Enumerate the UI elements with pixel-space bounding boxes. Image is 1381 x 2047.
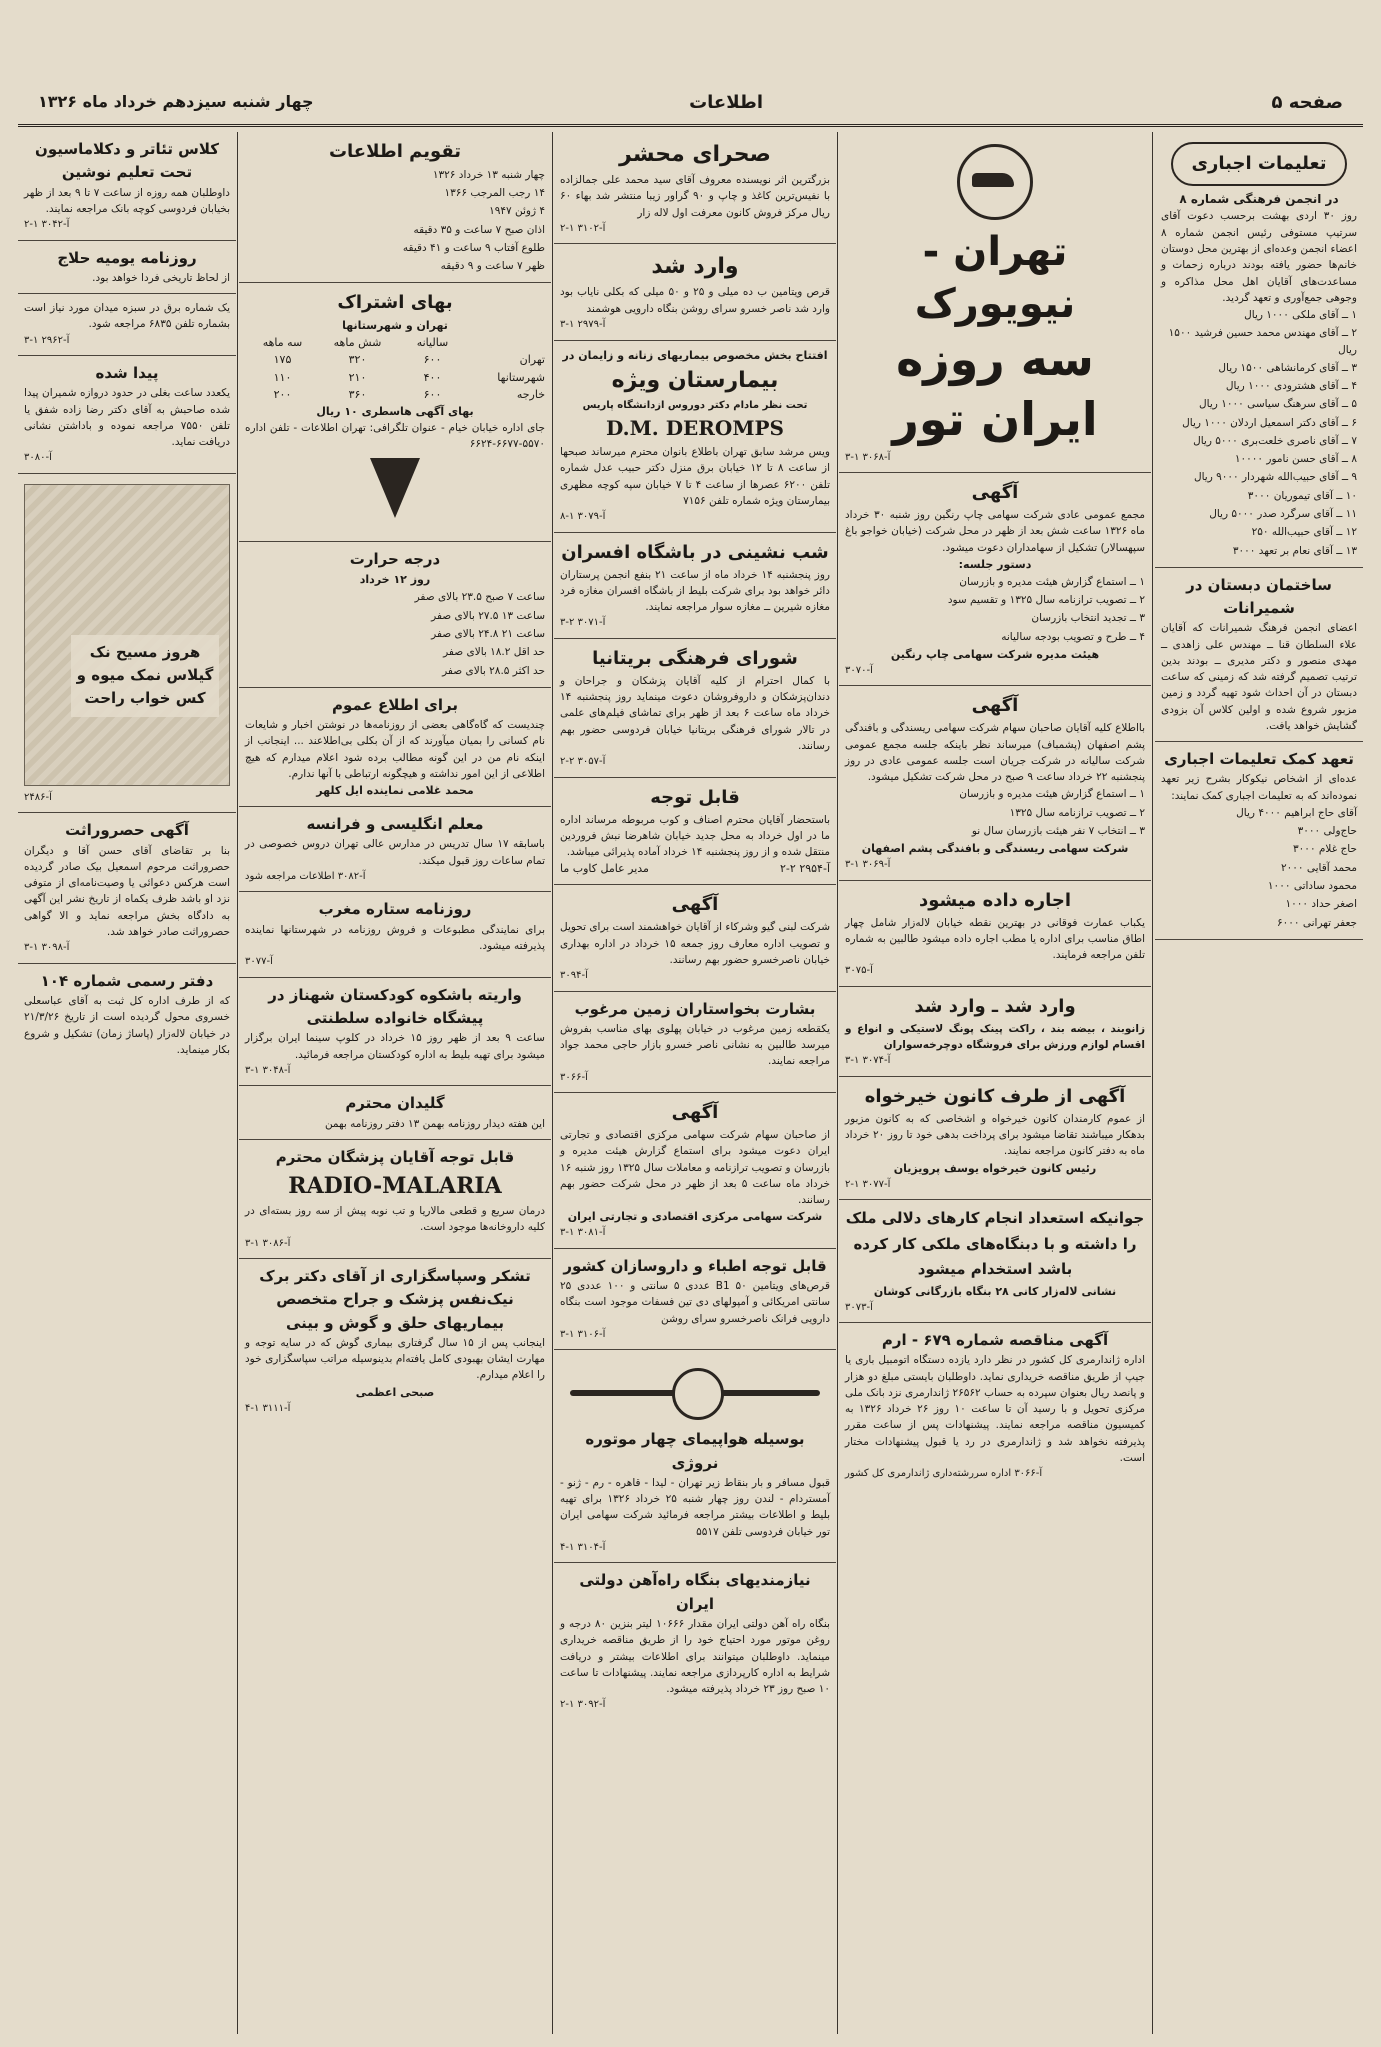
ad-code: آ-۳۰۸۶ ۱-۳ — [245, 1237, 291, 1249]
land-ad — [554, 992, 836, 1094]
ad-text: با کمال احترام از کلیه آقایان پزشکان و جراحان و دندان‌پزشکان و داروفروشان دعوت مینماید روز پنجشنبه ۱۴ خرداد ماه ساعت ۶ بعد از ظهر برای تماشای فیلم‌های علمی در تالار شورای فرهنگی بریتانیا خیابان فردوسی حضور بهم رسانند. — [560, 674, 830, 752]
ad-code: آ-۳۱۰۶ ۱-۳ — [560, 1328, 606, 1340]
ad-headline: آگهی حصروراثت — [65, 821, 189, 840]
illustration-caption: هروز مسیح نک گیلاس نمک میوه و کس خواب راحت — [71, 635, 219, 717]
temperature-subtitle: روز ۱۲ خرداد — [359, 573, 431, 587]
railway-ad — [554, 1563, 836, 1719]
table-cell: ۶۰۰ — [423, 353, 442, 367]
ad-text: از صاحبان سهام شرکت سهامی مرکزی اقتصادی و تجارتی ایران دعوت میشود برای استماع گزارش هیئت مدیره و بازرسان و تصویب ترازنامه و معاملات سال ۱۳۲۵ روز شنبه ۱۶ خرداد ماه ساعت ۵ بعد از ظهر در محل شرکت حضور بهم رسانند. — [560, 1128, 830, 1207]
table-row — [245, 351, 545, 368]
ad-text: یکباب عمارت فوقانی در بهترین نقطه خیابان لاله‌زار شامل چهار اطاق مناسب برای اداره یا مطب اجاره داده میشود طالبین به شماره تلفن مراجعه فرمایند. — [845, 916, 1145, 962]
calendar-list — [245, 166, 545, 276]
airline-logo-icon — [957, 144, 1033, 220]
agenda-list — [845, 785, 1145, 840]
list-item: محمد آقایی ۲۰۰۰ — [1280, 861, 1357, 874]
temperature-title: درجه حرارت — [349, 550, 441, 569]
ad-text: باسابقه ۱۷ سال تدریس در مدارس عالی تهران دروس خصوصی در تمام ساعات روز قبول میکند. — [245, 838, 545, 867]
table-cell: ۶۰۰ — [423, 387, 442, 401]
ad-text: این هفته دیدار روزنامه بهمن ۱۳ دفتر روزنامه بهمن — [324, 1117, 545, 1130]
ad-signature: صبحی اعظمی — [355, 1385, 435, 1399]
ad-headline: قابل توجه آقایان پزشگان محترم — [275, 1147, 515, 1166]
calendar-box — [239, 132, 551, 283]
hospital-ad — [554, 341, 836, 533]
list-item: ۵ ــ آقای سرهنگ سیاسی ۱۰۰۰ ریال — [1199, 398, 1357, 411]
winged-emblem-icon — [570, 1362, 820, 1422]
ad-code: آ-۳۰۶۸ ۱-۳ — [845, 451, 891, 463]
article-text: روز ۳۰ اردی بهشت برحسب دعوت آقای سرتیپ مستوفی رئیس انجمن شماره ۸ اعضاء انجمن وعده‌ای از بهترین محل دوستان خانم‌ها حضور یافته بودند درباره زحمات و مساعدت‌های آقایان اهل محل مذاکره و وجوهی جمع‌آوری و تعهد گردید. — [1161, 210, 1357, 304]
paper-name: اطلاعات — [689, 92, 763, 113]
table-cell: ۱۷۵ — [273, 353, 292, 367]
illustrated-ad — [18, 474, 236, 814]
notice-signature: محمد غلامی نماینده ایل کلهر — [316, 784, 474, 798]
book-ad — [554, 132, 836, 244]
list-item: حد اقل ۱۸.۲ بالای صفر — [443, 646, 545, 659]
list-item: ۴ ژوئن ۱۹۴۷ — [489, 205, 545, 218]
teacher-ad — [239, 807, 551, 892]
ad-latin-name: D.M. DEROMPS — [606, 416, 784, 441]
list-item: اصغر حداد ۱۰۰۰ — [1285, 898, 1357, 911]
ad-text: یکقطعه زمین مرغوب در خیابان پهلوی بهای مناسب بفروش میرسد طالبین به نشانی ناصر خسرو بازار حاجی محمد جواد مراجعه نمایند. — [560, 1022, 830, 1068]
ad-headline: آگهی — [671, 1102, 719, 1124]
ad-subtitle: تحت نظر مادام دکتر دوروس ازدانشگاه پاریس — [582, 399, 808, 411]
ad-headline: بشارت بخواستاران زمین مرغوب — [574, 999, 816, 1018]
ad-text: شرکت لبنی گیو وشرکاء از آقایان خواهشمند است برای تحویل و تصویب اداره معارف روز جمعه ۱۵ خرداد در اداره بهداری خیابان ناصرخسرو حضور بهم رسانند. — [560, 921, 830, 966]
list-item: ۴ ــ آقای هشترودی ۱۰۰۰ ریال — [1225, 380, 1357, 393]
list-item: ۱ ــ استماع گزارش هیئت مدیره و بازرسان — [959, 788, 1145, 801]
ad-headline: ایران تور — [892, 391, 1098, 446]
ad-headline: سه روزه — [896, 332, 1094, 386]
ad-headline: نیازمندیهای بنگاه راه‌آهن دولتی ایران — [579, 1571, 811, 1613]
list-item: ۳ ــ تجدید انتخاب بازرسان — [1031, 612, 1145, 625]
list-item: آقای حاج ابراهیم ۴۰۰۰ ریال — [1236, 806, 1357, 819]
kindergarten-ad — [239, 978, 551, 1087]
ad-headline: وارد شد — [651, 254, 739, 280]
article-title: ساختمان دبستان در شمیرانات — [1186, 575, 1332, 618]
sports-ad — [839, 987, 1151, 1077]
ad-code: آ-۳۰۶۶ اداره سررشته‌داری ژاندارمری کل کشور — [845, 1468, 1043, 1480]
list-item: چهار شنبه ۱۳ خرداد ۱۳۲۶ — [432, 168, 545, 181]
ad-title: اجاره داده میشود — [918, 889, 1072, 911]
ad-title: وارد شد ـ وارد شد — [914, 995, 1076, 1017]
notice-ad — [554, 778, 836, 886]
ad-text: اینجانب پس از ۱۵ سال گرفتاری بیماری گوش که در سایه توجه و مهارت ایشان بهبودی کامل یافته‌ام بدینوسیله مراتب سپاسگزاری خود را اعلام میدارم. — [245, 1336, 545, 1382]
temperature-list — [245, 588, 545, 679]
thanks-ad — [239, 1259, 551, 1423]
ad-text: از عموم کارمندان کانون خیرخواه و اشخاصی که به کانون مزبور بدهکار میباشند تقاضا میشود برای پرداخت بدهی خود تا روز ۲۰ خرداد ماه به دفتر کانون مراجعه نمایند. — [845, 1112, 1145, 1158]
ad-code: آ-۳۰۸۰ — [24, 452, 52, 464]
ad-code: آ-۲۹۷۹ ۱-۳ — [560, 319, 606, 331]
ad-headline: قابل توجه — [650, 786, 740, 808]
ad-code: آ-۳۰۹۴ — [560, 970, 588, 982]
ad-text: درمان سریع و قطعی مالاریا و تب نوبه پیش از سه روز بسته‌ای در کلیه داروخانه‌ها موجود است. — [245, 1205, 545, 1234]
ad-code: آ-۳۰۵۷ ۲-۲ — [560, 756, 606, 768]
ad-headline: کلاس تئاتر و دکلاماسیون تحت تعلیم نوشین — [35, 140, 219, 182]
list-item: ۱۱ ــ آقای سرگرد صدر ۵۰۰۰ ریال — [1209, 508, 1357, 520]
ad-title: آگهی — [971, 695, 1019, 717]
ad-code: آ-۳۰۴۸ ۱-۳ — [245, 1064, 291, 1076]
ads-price: بهای آگهی هاسطری ۱۰ ریال — [316, 404, 474, 418]
column-rule — [237, 132, 238, 2034]
calendar-title: تقویم اطلاعات — [328, 141, 462, 162]
vitamin-ad — [554, 244, 836, 340]
ad-code: آ-۳۰۶۹ ۱-۳ — [845, 859, 891, 871]
ad-code: آ-۳۰۹۸ ۱-۳ — [24, 942, 70, 954]
temperature-box — [239, 542, 551, 688]
table-cell: ۲۰۰ — [273, 387, 292, 401]
ad-title: آگهی مناقصه شماره ۶۷۹ - ارم — [881, 1331, 1109, 1350]
ad-text: بااطلاع کلیه آقایان صاحبان سهام شرکت سهامی ریسندگی و بافندگی پشم اصفهان (پشمباف) میرساند نظر باینکه جلسه مجمع عمومی شرکت سالیانه در شرکت جریان است جلسه عمومی عادی در روز پنجشنبه ۲۲ خرداد ساعت ۹ صبح در محل شرکت تشکیل میشود. — [845, 722, 1145, 784]
ad-headline: معلم انگلیسی و فرانسه — [306, 815, 484, 834]
list-item: ۶ ــ آقای دکتر اسمعیل اردلان ۱۰۰۰ ریال — [1182, 416, 1357, 429]
subscription-subtitle: تهران و شهرستانها — [342, 319, 448, 333]
pharma-ad — [554, 1249, 836, 1351]
ad-code: آ-۳۱۰۲ ۱-۲ — [560, 222, 606, 234]
list-item: ۱۰ ــ آقای تیموریان ۳۰۰۰ — [1247, 489, 1357, 502]
ad-headline: گلیدان محترم — [345, 1094, 445, 1113]
article-subtitle: در انجمن فرهنگی شماره ۸ — [1179, 191, 1339, 206]
kanun-ad — [839, 1077, 1151, 1200]
electric-ad — [18, 294, 236, 356]
ad-text: داوطلبان همه روزه از ساعت ۷ تا ۹ بعد از ظهر بخیابان فردوسی کوچه بانک مراجعه نمایند. — [24, 186, 230, 215]
iran-tour-ad — [839, 132, 1151, 473]
list-item: ۲ ــ آقای مهندس محمد حسین فرشید ۱۵۰۰ ریال — [1168, 327, 1357, 356]
ad-code: آ-۳۱۰۴ ۱-۴ — [560, 1541, 606, 1553]
ad-text: که از طرف اداره کل ثبت به آقای عباسعلی خسروی محول گردیده است از تاریخ ۲۱/۳/۲۶ در خیابان لاله‌زار (پاساژ زمان) تشکیل و شروع بکار مینماید. — [24, 994, 230, 1056]
ad-code: آ-۳۰۷۱ ۲-۳ — [560, 617, 606, 629]
tender-ad — [839, 1323, 1151, 1489]
ad-code: آ-۳۰۷۴ ۱-۳ — [845, 1055, 891, 1067]
found-item-ad — [18, 356, 236, 474]
ad-headline: بوسیله هواپیمای چهار موتوره نروژی — [585, 1430, 805, 1472]
agenda-title: دستور جلسه: — [958, 557, 1032, 571]
list-item: اذان صبح ۷ ساعت و ۳۵ دقیقه — [413, 223, 545, 236]
list-item: ۱ ــ آقای ملکی ۱۰۰۰ ریال — [1244, 309, 1357, 322]
table-header — [245, 334, 545, 351]
ad-text: یک شماره برق در سبزه میدان مورد نیاز است بشماره تلفن ۶۸۳۵ مراجعه شود. — [24, 302, 230, 331]
table-cell: ۲۱۰ — [348, 370, 367, 384]
column-ads-a — [839, 132, 1151, 2034]
table-cell: ۳۲۰ — [348, 353, 367, 367]
shareholders-ad — [554, 1093, 836, 1249]
ad-text: برای نمایندگی مطبوعات و فروش روزنامه در شهرستانها نماینده پذیرفته میشود. — [245, 923, 545, 952]
table-row — [245, 386, 545, 403]
ad-title: جوانیکه استعداد انجام کارهای دلالی ملک را داشته و با دبنگاه‌های ملکی کار کرده باشد استخدام میشود — [845, 1209, 1145, 1279]
ad-code: آ-۲۴۸۶ — [24, 791, 52, 803]
list-item: ۱ ــ استماع گزارش هیئت مدیره و بازرسان — [959, 575, 1145, 588]
ad-text: قبول مسافر و بار بنقاط زیر تهران - لیدا - قاهره - رم - ژنو - آمستردام - لندن روز چهار شنبه ۲۵ خرداد ۱۳۲۶ برای تهیه بلیط و اطلاعات بیشتر مراجعه فرمائید شرکت سهامی ایران تور خیابان فردوسی تلفن ۵۵۱۷ — [560, 1476, 830, 1538]
list-item: ۱۳ ــ آقای نعام بر تعهد ۳۰۰۰ — [1232, 544, 1357, 557]
donor-list — [1161, 306, 1357, 560]
ad-headline: تهران - نیویورک — [914, 229, 1076, 327]
list-item: ۸ ــ آقای حسن نامور ۱۰۰۰۰ — [1234, 453, 1357, 466]
list-item: ۳ ــ انتخاب ۷ نفر هیئت بازرسان سال نو — [971, 824, 1145, 837]
agenda-list — [845, 573, 1145, 646]
newspaper-ad — [239, 892, 551, 977]
woman-illustration — [24, 484, 230, 786]
ad-address: نشانی لاله‌زار کانی ۲۸ بنگاه بازرگانی کوشان — [873, 1284, 1117, 1298]
ad-headline: شورای فرهنگی بریتانیا — [592, 647, 798, 669]
table-cell: ۴۰۰ — [423, 370, 442, 384]
list-item: ۳ ــ آقای کرمانشاهی ۱۵۰۰ ریال — [1218, 361, 1357, 374]
inheritance-ad — [18, 813, 236, 963]
ad-headline: شب نشینی در باشگاه افسران — [561, 541, 829, 563]
ad-text: بنگاه راه آهن دولتی ایران مقدار ۱۰۶۶۶ لیتر بنزین ۸۰ درجه و روغن موتور مورد احتیاج خود را از طریق مناقصه خریداری مینماید. داوطلبان میتوانند برای اطلاعات بیشتر و دریافت شرایط به اداره کارپردازی مراجعه نمایند. پیشنهادات تا ساعت ۱۰ صبح روز ۲۳ خرداد پذیرفته میشود. — [560, 1617, 830, 1696]
ad-headline: آگهی — [671, 894, 719, 916]
newspaper-emblem-icon — [340, 458, 450, 528]
article-title: تعهد کمک تعلیمات اجباری — [1164, 750, 1354, 769]
help-list — [1161, 804, 1357, 932]
officers-club-ad — [554, 533, 836, 639]
ad-code: آ-۲۹۵۴ ۲-۲ — [780, 862, 830, 876]
ad-code: آ-۳۰۹۲ ۱-۲ — [560, 1699, 606, 1711]
list-item: ۹ ــ آقای حبیب‌الله شهردار ۹۰۰۰ ریال — [1193, 471, 1357, 484]
column-rule — [837, 132, 838, 2034]
list-item: طلوع آفتاب ۹ ساعت و ۴۱ دقیقه — [402, 241, 545, 254]
ad-text: زانوبند ، بیضه بند ، راکت پینک پونگ لاستیکی و انواع و اقسام لوازم ورزش برای فروشگاه دوچرخه‌سواران — [845, 1022, 1145, 1052]
ad-text: قرص ویتامین ب ده میلی و ۲۵ و ۵۰ میلی که بکلی نایاب بود وارد شد ناصر خسرو سرای روشن بنگاه دارویی هوشمند — [560, 286, 831, 315]
ad-headline: روزنامه یومیه حلاج — [57, 248, 197, 267]
ad-headline: روزنامه ستاره مغرب — [318, 900, 472, 919]
notice-title: برای اطلاع عموم — [332, 695, 458, 714]
newspaper-page — [18, 14, 1363, 2034]
article-text: عده‌ای از اشخاص نیکوکار بشرح زیر تعهد نموده‌اند که به تعلیمات اجباری کمک نمایند: — [1161, 773, 1357, 802]
article-text: اعضای انجمن فرهنگ شمیرانات که آقایان علاء السلطان قنا ــ مهندس علی زاهدی ــ مهدی منصور و دکتر مدیری ــ بودند بدین ترتیب تصمیم گرفته شد که زمینی که ساعت دبستان در آن احداث شود تهیه گردد و زمین مزبور شروع شده و اولین کلاس آن بزودی گشایش خواهد یافت. — [1161, 622, 1357, 732]
ad-text: از لحاظ تاریخی فردا خواهد بود. — [92, 271, 230, 284]
ad-headline: قابل توجه اطباء و داروسازان کشور — [563, 1256, 827, 1275]
ad-text: قرص‌های ویتامین B1 ۵۰ عددی ۵ سانتی و ۱۰۰ عددی ۲۵ سانتی امریکائی و آمپولهای دی تین فسفات موجود است بنگاه دارویی فرانک ناصرخسرو سرای روشن — [560, 1280, 830, 1325]
ad-title: آگهی — [971, 482, 1019, 504]
column-header: سه ماهه — [262, 336, 303, 350]
school-article — [1155, 568, 1363, 742]
ad-text: روز پنجشنبه ۱۴ خرداد ماه از ساعت ۲۱ بنفع انجمن پرستاران دائر خواهد بود برای شرکت بلیط از باشگاه افسران مغازه فرد مغازه شیرین ــ مغازه سوار مراجعه نمایند. — [560, 568, 830, 614]
list-item: ۷ ــ آقای ناصری خلعت‌بری ۵۰۰۰ ریال — [1193, 434, 1357, 447]
list-item: محمود ساداتی ۱۰۰۰ — [1267, 880, 1357, 892]
column-rule — [552, 132, 553, 2034]
column-header: سالیانه — [416, 336, 449, 350]
british-council-ad — [554, 639, 836, 778]
ad-code: آ-۳۰۷۷ — [245, 956, 273, 968]
list-item: ۲ ــ تصویب ترازنامه سال ۱۳۲۵ — [1009, 806, 1145, 819]
ad-signature: رئیس کانون خیرخواه یوسف پرویزیان — [893, 1161, 1097, 1175]
ad-title: آگهی از طرف کانون خیرخواه — [864, 1085, 1126, 1107]
ad-code: آ-۳۰۷۰ — [845, 664, 873, 676]
table-row — [245, 369, 545, 386]
ad-code: آ-۳۰۷۷ ۱-۲ — [845, 1178, 891, 1190]
ad-signature: شرکت سهامی ریسندگی و بافندگی پشم اصفهان — [861, 842, 1129, 856]
list-item: ۴ ــ طرح و تصویب بودجه سالیانه — [1001, 630, 1145, 643]
ad-headline: پیدا شده — [95, 364, 159, 383]
job-ad — [839, 1200, 1151, 1323]
list-item: جعفر تهرانی ۶۰۰۰ — [1276, 916, 1357, 929]
ad-code: آ-۳۰۸۱ ۱-۳ — [560, 1227, 606, 1239]
subscription-box — [239, 283, 551, 542]
list-item: حاج غلام ۳۰۰۰ — [1293, 843, 1357, 856]
ad-code: آ-۳۱۱۱ ۱-۴ — [245, 1402, 291, 1414]
list-item: ظهر ۷ ساعت و ۹ دقیقه — [440, 260, 545, 273]
table-cell: تهران — [519, 353, 545, 367]
list-item: حد اکثر ۲۸.۵ بالای صفر — [442, 664, 545, 677]
ad-signature: شرکت سهامی مرکزی اقتصادی و تجارتی ایران — [567, 1210, 823, 1224]
list-item: ساعت ۱۳ ۲۷.۵ بالای صفر — [431, 609, 545, 622]
ad-code: آ-۳۰۷۹ ۱-۸ — [560, 511, 606, 523]
notary-ad — [18, 964, 236, 1065]
list-item: حاج‌ولی ۳۰۰۰ — [1297, 825, 1357, 838]
table-cell: خارجه — [516, 387, 545, 401]
ad-headline: بیمارستان ویژه — [611, 367, 779, 393]
column-info — [239, 132, 551, 2034]
list-item: ساعت ۲۱ ۲۴.۸ بالای صفر — [431, 628, 545, 641]
ad-headline: دفتر رسمی شماره ۱۰۴ — [40, 971, 214, 990]
chap-rangin-ad — [839, 473, 1151, 686]
column-education — [1155, 132, 1363, 2034]
ad-text: ویس مرشد سابق تهران باطلاع بانوان محترم میرساند صبحها از ساعت ۸ تا ۱۲ خیابان برق منزل دکتر حبیب عدل شماره تلفن ۶۲۰۰ عصرها از ساعت ۴ تا ۷ خیابان سپه کوچه مظهری بیمارستان ویژه شماره تلفن ۷۱۵۶ — [560, 446, 831, 507]
ad-signature: هیئت مدیره شرکت سهامی چاپ رنگین — [890, 647, 1100, 661]
readers-ad — [239, 1086, 551, 1140]
ad-text: مجمع عمومی عادی شرکت سهامی چاپ رنگین روز شنبه ۳۰ خرداد ماه ۱۳۲۶ ساعت شش بعد از ظهر در محل شرکت (خیابان خواجو باغ سپهسالار) تشکیل از سهامداران دعوت میشود. — [845, 508, 1145, 554]
theatre-class-ad — [18, 132, 236, 241]
list-item: ۱۴ رجب المرجب ۱۳۶۶ — [444, 187, 545, 200]
column-header: شش ماهه — [333, 336, 382, 350]
section-title: تعلیمات اجباری — [1171, 142, 1347, 186]
table-cell: شهرستانها — [497, 370, 545, 384]
ad-headline: صحرای محشر — [619, 142, 771, 167]
ad-code: آ-۳۰۶۶ — [560, 1071, 588, 1083]
airline-ad — [554, 1350, 836, 1563]
dairy-ad — [554, 885, 836, 991]
ad-pretitle: افتتاح بخش مخصوص بیماریهای زنانه و زایمان در — [562, 348, 828, 362]
ad-code: آ-۳۰۷۳ — [845, 1301, 873, 1313]
ad-code: آ-۳۰۷۵ — [845, 965, 873, 977]
isfahan-wool-ad — [839, 686, 1151, 880]
issue-date: چهار شنبه سیزدهم خرداد ماه ۱۳۲۶ — [38, 92, 314, 111]
column-ads-b — [554, 132, 836, 2034]
list-item: ۲ ــ تصویب ترازنامه سال ۱۳۲۵ و تقسیم سود — [947, 594, 1145, 607]
masthead — [18, 84, 1363, 127]
radio-malaria-ad — [239, 1140, 551, 1259]
ad-code: آ-۳۰۸۲ اطلاعات مراجعه شود — [245, 870, 366, 882]
ad-headline: واریته باشکوه کودکستان شهناز در پیشگاه خانواده سلطنتی — [268, 985, 522, 1027]
help-article — [1155, 742, 1363, 940]
ad-headline: تشکر وسپاسگزاری از آقای دکتر برک نیک‌نفس پزشک و جراح متخصص بیماریهای حلق و گوش و بینی — [259, 1267, 531, 1332]
ad-latin-name: RADIO-MALARIA — [288, 1173, 502, 1200]
list-item: ساعت ۷ صبح ۲۳.۵ بالای صفر — [414, 591, 545, 604]
page-number: صفحه ۵ — [1271, 92, 1343, 113]
ad-text: اداره ژاندارمری کل کشور در نظر دارد یازده دستگاه اتومبیل باری یا جیپ از طریق مناقصه خریداری نماید. داوطلبان بایستی مبلغ دو هزار و پانصد ریال بعنوان سپرده به حساب ۲۶۵۶۲ ژاندارمری نزد بانک ملی مرکزی تحویل و با رسید آن تا ساعت ۱۰ روز ۲۶ خرداد ۱۳۲۶ به کمیسیون مناقصه مراجعه نمایند. پیشنهادات پس از ساعت مقرر پذیرفته نخواهد شد و ژاندارمری در رد یا قبول پیشنهادات مختار است. — [845, 1354, 1146, 1464]
subscription-title: بهای اشتراک — [337, 292, 453, 314]
rent-ad — [839, 881, 1151, 987]
ad-signature: مدیر عامل کاوب ما — [560, 862, 649, 876]
ad-code: آ-۲۹۶۲ ۱-۳ — [24, 334, 70, 346]
ad-text: بزرگترین اثر نویسنده معروف آقای سید محمد علی جمالزاده با نفیس‌ترین کاغذ و چاپ و ۹۰ گراور زیبا منتشر شد بهاء ۶۰ ریال مرکز فروش کانون معرفت اول لاله زار — [560, 174, 830, 219]
list-item: ۱۲ ــ آقای حبیب‌الله ۲۵۰ — [1251, 526, 1357, 539]
daily-paper-ad — [18, 241, 236, 295]
ad-text: یکعدد ساعت بغلی در حدود دروازه شمیران پیدا شده صاحبش به آقای دکتر رضا زاده شفق یا تلفن ۷۵۵۰ مراجعه نموده و باداشتن نشانی دریافت نماید. — [24, 387, 230, 449]
table-cell: ۱۱۰ — [273, 370, 292, 384]
notice-text: چندیست که گاه‌گاهی بعضی از روزنامه‌ها در نوشتن اخبار و شایعات نام کسانی را بمیان میآورند که از آن بکلی بی‌اطلاعند ... اینجانب از اینکه نام من در این گونه مطالب برده شود اعلام میدارم که هیچ اطلاعی از این امور نداشته و هیچگونه ارتباطی با آنها ندارم. — [245, 719, 545, 780]
public-notice — [239, 688, 551, 807]
education-article — [1155, 132, 1363, 568]
office-info: جای اداره خیابان خیام - عنوان تلگرافی: تهران اطلاعات - تلفن اداره ۵۵۷۰-۶۶۷۷-۶۶۲۴ — [245, 421, 545, 450]
ad-code: آ-۳۰۴۲ ۱-۲ — [24, 219, 70, 231]
table-cell: ۳۶۰ — [348, 387, 367, 401]
column-classifieds — [18, 132, 236, 2034]
column-rule — [1152, 132, 1153, 2034]
ad-text: باستحضار آقایان محترم اصناف و کوب مربوطه مرساند اداره ما در اول خرداد به محل جدید خیابان شاهرضا نبش فروردین منتقل شده و از روز پنجشنبه ۱۴ خرداد آماده پذیرائی میباشد. — [560, 813, 830, 859]
ad-text: ساعت ۹ بعد از ظهر روز ۱۵ خرداد در کلوپ سینما ایران برگزار میشود برای تهیه بلیط به اداره کودکستان مراجعه فرمائید. — [245, 1032, 545, 1061]
ad-text: بنا بر تقاضای آقای حسن آقا و دیگران حصروراثت مرحوم اسمعیل بیک صادر گردیده است هرکس دعوائی یا وصیت‌نامه‌ای از متوفی نزد او باشد ظرف یکماه از تاریخ نشر این آگهی به دادگاه بخش مراجعه نماید و الا گواهی حصروراثت صادر خواهد شد. — [24, 844, 230, 938]
